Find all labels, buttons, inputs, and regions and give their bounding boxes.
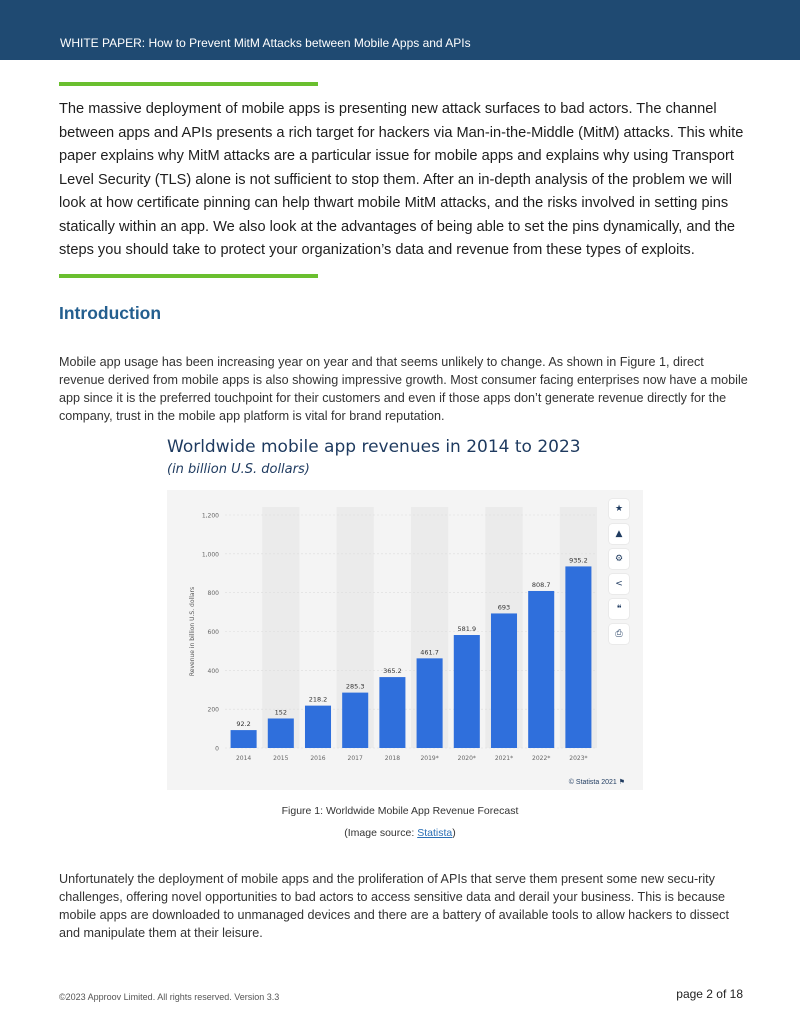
bar [342,693,368,748]
bar [528,591,554,748]
statista-link[interactable]: Statista [417,827,453,839]
bar [565,566,591,748]
x-tick-label: 2021* [494,755,514,762]
x-tick-label: 2015 [273,755,289,762]
header-title: WHITE PAPER: How to Prevent MitM Attacks between Mobile Apps and APIs [60,36,471,50]
star-icon[interactable]: ★ [609,499,629,519]
bar-value-label: 581.9 [457,625,477,634]
x-tick-label: 2019* [420,755,439,762]
gear-icon[interactable]: ⚙ [609,549,629,569]
quote-icon[interactable]: ❝ [609,599,629,619]
figure-source [0,827,800,839]
y-tick-label: 400 [207,667,219,675]
y-tick-label: 200 [207,706,219,714]
y-tick-label: 0 [215,745,219,753]
bar-value-label: 285.3 [345,682,365,691]
bar-value-label: 92.2 [236,720,251,729]
intro-paragraph: The massive deployment of mobile apps is presenting new attack surfaces to bad actors. The channel between apps and APIs presents a rich target for hackers via Man-in-the-Middle (MitM) attacks. This white paper explains why MitM attacks are a particular issue for mobile apps and explains why using Transport Level Security (TLS) alone is not sufficient to stop them. After an in-depth analysis of the problem we will look at how certificate pinning can help thwart mobile MitM attacks, and the risks involved in setting pins statically within an app. We also look at the advantages of being able to set the pins dynamically, and the steps you should take to protect your organization’s data and revenue from these types of exploits. [59,101,744,258]
y-tick-label: 1,200 [201,512,219,520]
top-accent-rule [59,82,318,86]
bar-value-label: 365.2 [383,667,402,676]
x-tick-label: 2022* [532,755,551,762]
bar-value-label: 461.7 [420,648,439,657]
bar [231,730,257,748]
y-tick-label: 1,000 [201,551,219,559]
section-heading: Introduction [59,303,162,323]
chart-title: Worldwide mobile app revenues in 2014 to 2023 [167,437,581,457]
x-tick-label: 2016 [310,755,326,762]
x-tick-label: 2023* [569,755,588,762]
bar-chart [167,490,643,790]
bar-value-label: 693 [497,603,511,612]
bar [491,613,517,748]
x-tick-label: 2014 [235,755,252,762]
print-icon[interactable]: ⎙ [609,624,629,644]
chart-subtitle: (in billion U.S. dollars) [167,462,310,477]
y-tick-label: 800 [207,590,219,598]
page-number: page 2 of 18 [676,987,743,1001]
flag-icon: ⚑ [618,779,625,786]
figure-caption: Figure 1: Worldwide Mobile App Revenue Forecast [281,805,519,817]
footer-copyright: ©2023 Approov Limited. All rights reserved. Version 3.3 [59,992,280,1002]
page-header [0,0,800,60]
bottom-accent-rule [59,274,318,278]
bar [268,718,294,748]
bell-icon[interactable]: ▲ [609,524,629,544]
bar [305,706,331,748]
share-icon[interactable]: < [609,574,629,594]
chart-panel [167,490,643,790]
figure-source-prefix: (Image source: [344,827,418,839]
x-tick-label: 2020* [457,755,476,762]
chart-credit [569,778,625,786]
bar [379,677,405,748]
figure-source-suffix: ) [452,827,456,839]
security-paragraph: Unfortunately the deployment of mobile apps and the proliferation of APIs that serve them present some new secu-rity challenges, offering novel opportunities to bad actors to access sensitive data and derail your business. This is because mobile apps are downloaded to unmanaged devices and there are a battery of available tools to allow hackers to dissect and manipulate them at their leisure. [59,872,729,940]
intro-body-paragraph: Mobile app usage has been increasing year on year and that seems unlikely to change. As shown in Figure 1, direct revenue derived from mobile apps is also showing impressive growth. Most consumer facing enterprises now have a mobile app since it is the preferred touchpoint for their customers and even if those apps don’t generate revenue directly for the company, trust in the mobile app platform is vital for brand reputation. [59,355,748,423]
bar-value-label: 152 [274,708,288,717]
bar-value-label: 808.7 [531,580,551,589]
bar [454,635,480,748]
bar-value-label: 935.2 [569,556,588,565]
bar [417,658,443,748]
bar-value-label: 218.2 [308,695,328,704]
y-tick-label: 600 [207,629,219,636]
y-axis-label: Revenue in billion U.S. dollars [189,586,196,677]
chart-credit-text: © Statista 2021 [568,779,617,786]
x-tick-label: 2017 [347,755,363,762]
x-tick-label: 2018 [384,755,401,762]
